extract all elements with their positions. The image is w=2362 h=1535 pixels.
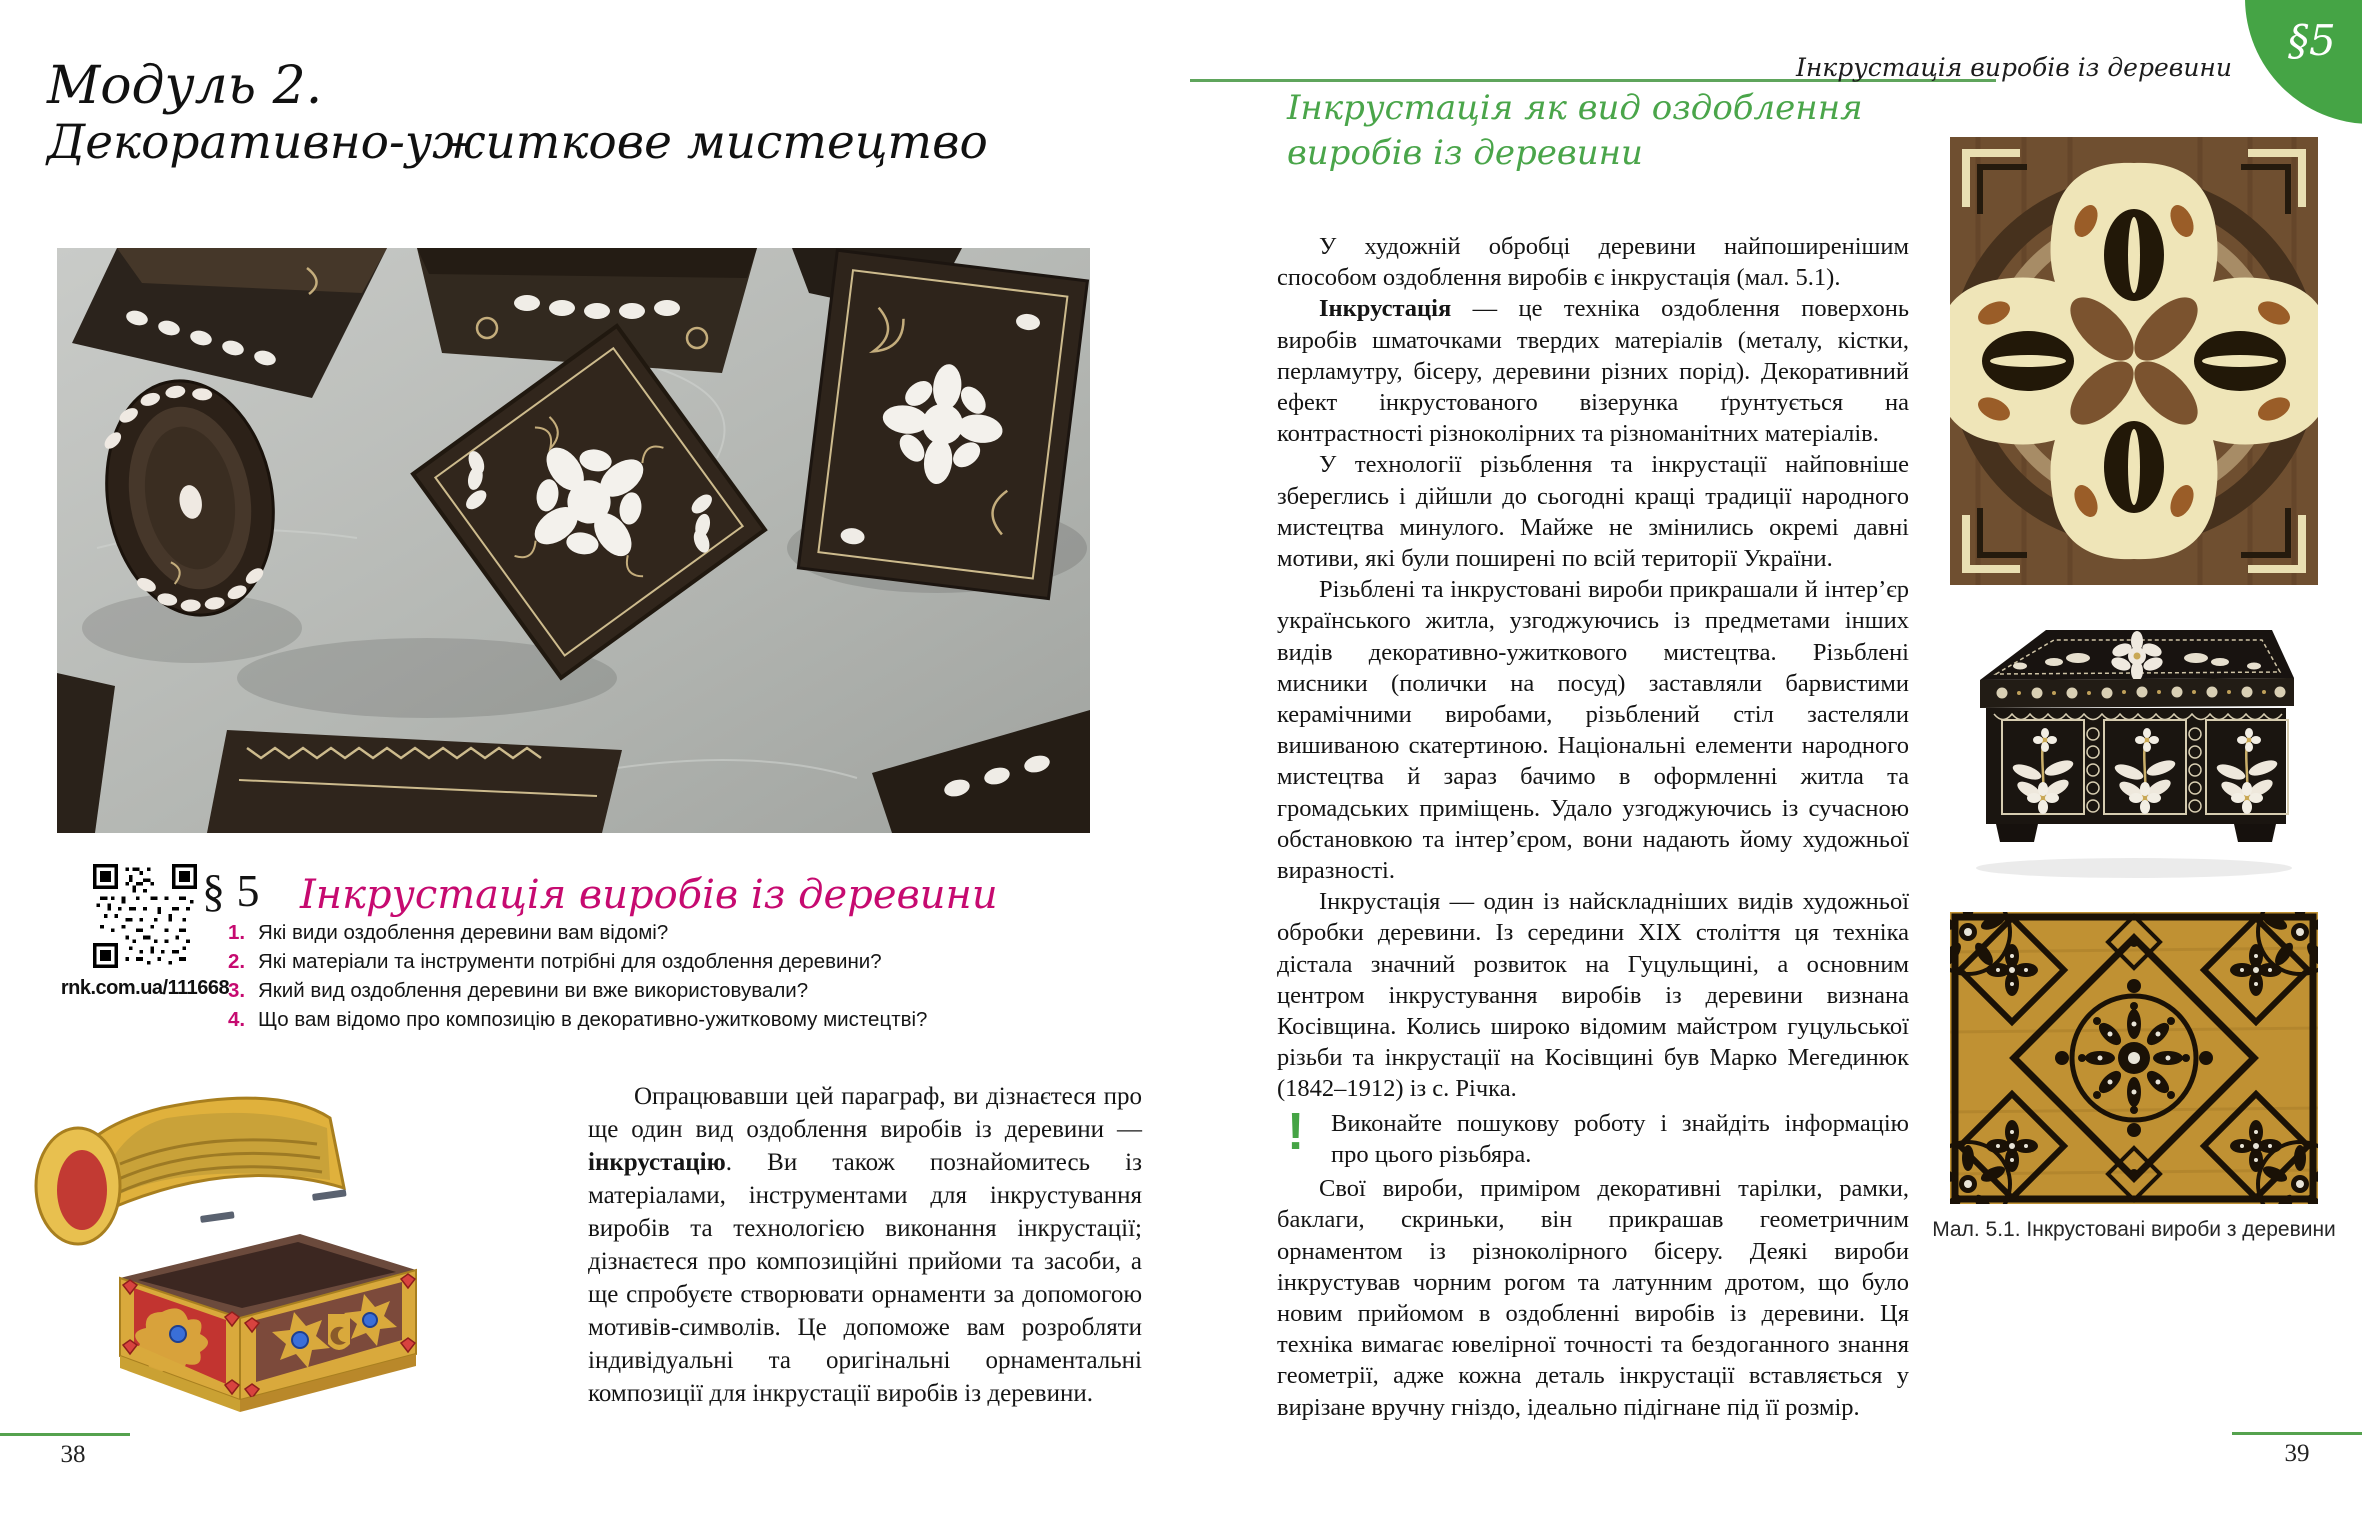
corner-section-mark: §5 <box>2288 16 2336 65</box>
module-title <box>47 56 988 171</box>
footer-rule-right <box>2232 1432 2362 1435</box>
search-task <box>1287 1102 1909 1170</box>
question-item <box>228 976 1098 1005</box>
body-paragraph: Інкрустація — один із найскладніших видів художньої обробки деревини. Із середини XIX століття ця техніка дістала значний розвиток на Гуцульщині, а основним центром інкрустування виробів із деревини визнана Косівщина. Колись широко відомим майстром гуцульської різьби та інкрустації на Косівщині був Марко Мегединюк (1842–1912) із с. Річка. <box>1277 888 1909 1103</box>
intro-paragraph: Опрацювавши цей параграф, ви дізнаєтеся про ще один вид оздоблення виробів із деревини — інкрустацію. Ви також познайомитесь із матеріалами, інструментами для інкрустування виробів та технологією виконання інкрустації; дізнаєтеся про композиційні прийоми та засоби, а ще спробуєте створювати орнаменти за допомогою мотивів-символів. Це допоможе вам розробляти індивідуальні та оригінальні орнаментальні композиції для інкрустації виробів із деревини. <box>588 1083 1142 1407</box>
page-number-right: 39 <box>2284 1440 2310 1467</box>
module-title-line1: Модуль 2. <box>47 56 323 116</box>
body-text-column <box>1277 231 1909 1423</box>
question-text: Що вам відомо про композицію в декоративно-ужитковому мистецтві? <box>258 1008 928 1031</box>
question-number: 3. <box>228 979 246 1002</box>
question-number: 4. <box>228 1008 246 1031</box>
qr-code <box>93 864 197 968</box>
treasure-chest-illustration <box>12 1088 448 1418</box>
inlaid-casket-illustration <box>1950 616 2318 890</box>
question-text: Які матеріали та інструменти потрібні для оздоблення деревини? <box>258 950 882 973</box>
marquetry-pattern-illustration <box>1950 137 2318 585</box>
body-paragraph: Інкрустація — це техніка оздоблення поверхонь виробів шматочками твердих матеріалів (металу, кістки, перламутру, бісеру, деревини різних порід). Декоративний ефект інкрустованого візерунка ґрунтується на контрастності різноколірних та різноманітних матеріалів. <box>1277 295 1909 448</box>
qr-link-label: rnk.com.ua/111668 <box>60 977 230 999</box>
question-text: Який вид оздоблення деревини ви вже використовували? <box>258 979 809 1002</box>
module-title-line2: Декоративно-ужиткове мистецтво <box>47 115 988 171</box>
photo-inlaid-boxes <box>57 248 1090 833</box>
treasure-chest-icon <box>12 1088 448 1418</box>
topic-heading <box>1287 86 1863 176</box>
question-number: 2. <box>228 950 246 973</box>
page-number-left: 38 <box>60 1441 86 1468</box>
exclamation-icon: ! <box>1287 1102 1305 1161</box>
topic-heading-line1: Інкрустація як вид оздоблення <box>1287 88 1863 128</box>
question-item <box>228 1005 1098 1034</box>
section-number: § 5 <box>202 865 260 916</box>
body-paragraph: У технології різьблення та інкрустації найповніше збереглись і дійшли до сьогодні кращі традиції народного мистецтва минулого. Майже не змінились окремі давні мотиви, які були поширені по всій території України. <box>1277 451 1909 573</box>
question-number: 1. <box>228 921 246 944</box>
figure-caption: Мал. 5.1. Інкрустовані вироби з деревини <box>1932 1218 2336 1241</box>
question-item <box>228 947 1098 976</box>
box-right <box>798 250 1087 598</box>
topic-heading-line2: виробів із деревини <box>1287 133 1643 173</box>
running-title: Інкрустація виробів із деревини <box>1795 53 2232 82</box>
figure-marquetry-pattern <box>1950 137 2318 585</box>
warmup-questions <box>228 918 1098 1034</box>
question-text: Які види оздоблення деревини вам відомі? <box>258 921 669 944</box>
question-item <box>228 918 1098 947</box>
footer-rule-left <box>0 1433 130 1436</box>
figure-beaded-panel <box>1950 912 2318 1204</box>
inlaid-boxes-photo-illustration <box>57 248 1090 833</box>
body-paragraph: Різьблені та інкрустовані вироби прикрашали й інтер’єр українського житла, узгоджуючись із предметами інших видів декоративно-ужиткового мистецтва. Різьблені мисники (полички на посуд) заставляли барвистими керамічними виробами, різьблений стіл застеляли вишиваною скатертиною. Національні елементи народного мистецтва й зараз бачимо в оформленні житла та громадських приміщень. Удало узгоджуючись із сучасною обстановкою та інтер’єром, вони надають йому художньої виразності. <box>1277 576 1909 885</box>
section-title: Інкрустація виробів із деревини <box>300 872 998 918</box>
body-paragraph: У художній обробці деревини найпоширенішим способом оздоблення виробів є інкрустація (мал. 5.1). <box>1277 233 1909 292</box>
beaded-panel-illustration <box>1950 912 2318 1204</box>
body-paragraph: Свої вироби, приміром декоративні тарілки, рамки, баклаги, скриньки, він прикрашав геометричним орнаментом із різноколірного бісеру. Деякі вироби інкрустував чорним рогом та латунним дротом, що було новим прийомом в оздобленні виробів із деревини. Ця техніка вимагає ювелірної точності та бездоганного знання геометрії, адже кожна деталь інкрустації вставляється у вирізане вручну гніздо, ідеально підігнане під її розмір. <box>1277 1175 1909 1421</box>
figure-inlaid-casket <box>1950 616 2318 890</box>
search-task-text: Виконайте пошукову роботу і знайдіть інформацію про цього різьбяра. <box>1331 1109 1909 1168</box>
